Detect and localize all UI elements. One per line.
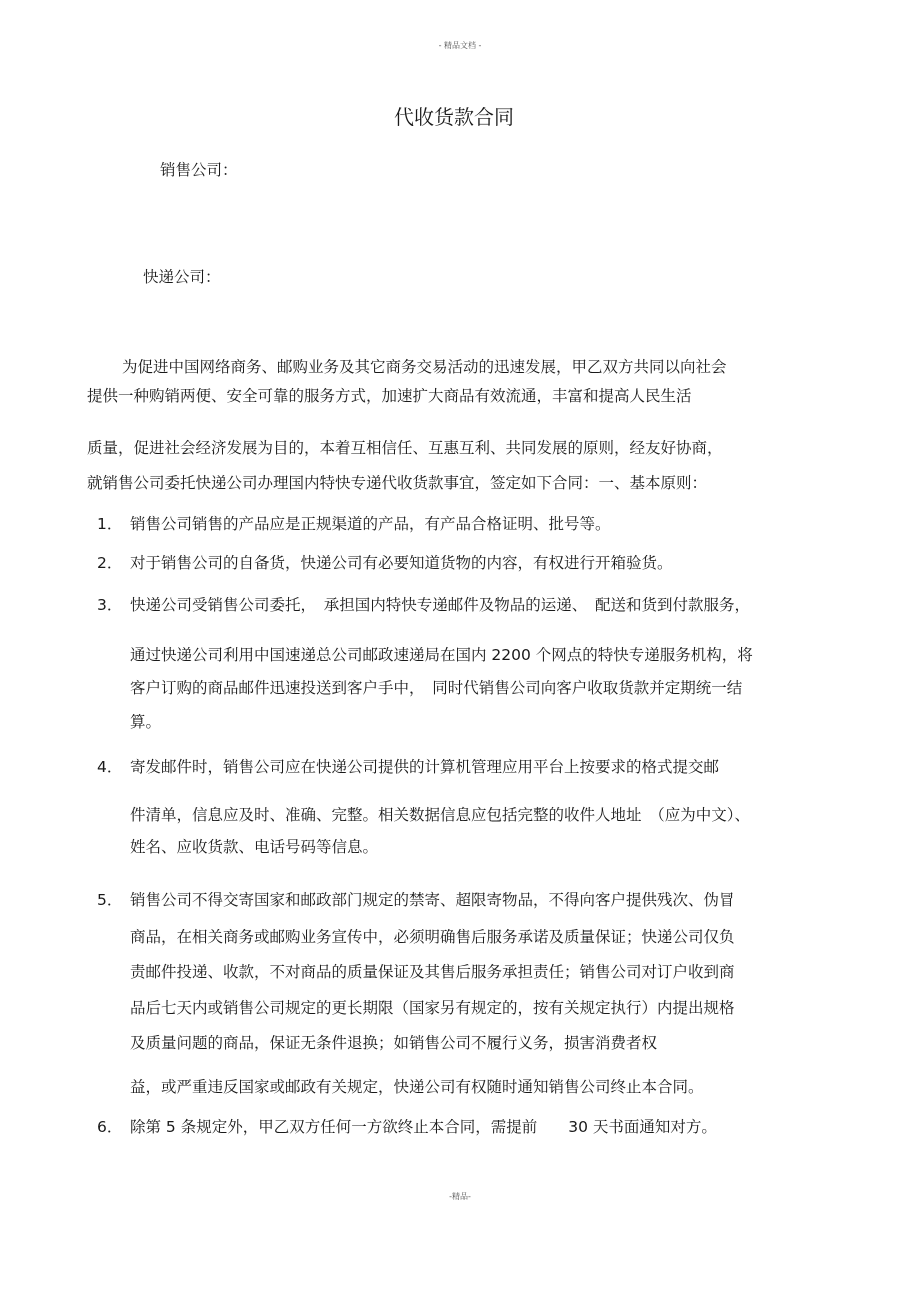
item-line: 品后七天内或销售公司规定的更长期限（国家另有规定的，按有关规定执行）内提出规格 xyxy=(130,999,735,1017)
intro-line: 为促进中国网络商务、邮购业务及其它商务交易活动的迅速发展，甲乙双方共同以向社会 xyxy=(122,358,727,376)
item-line: 算。 xyxy=(130,713,162,731)
item-line: 销售公司不得交寄国家和邮政部门规定的禁寄、超限寄物品，不得向客户提供残次、伪冒 xyxy=(130,891,735,909)
intro-line: 就销售公司委托快递公司办理国内特快专递代收货款事宜，签定如下合同：一、基本原则： xyxy=(87,474,708,492)
item-number: 3． xyxy=(97,596,123,614)
courier-party: 快递公司： xyxy=(143,268,221,286)
item-line: 通过快递公司利用中国速递总公司邮政速递局在国内 2200 个网点的特快专递服务机构，将 xyxy=(130,646,753,664)
item-line: 寄发邮件时，销售公司应在快递公司提供的计算机管理应用平台上按要求的格式提交邮 xyxy=(130,758,720,776)
item-line: 快递公司受销售公司委托， 承担国内特快专递邮件及物品的运递、 配送和货到付款服务， xyxy=(130,596,751,614)
item-number: 1． xyxy=(97,515,123,533)
intro-line: 质量，促进社会经济发展为目的，本着互相信任、互惠互利、共同发展的原则，经友好协商， xyxy=(87,439,723,457)
item-line: 对于销售公司的自备货，快递公司有必要知道货物的内容，有权进行开箱验货。 xyxy=(130,554,673,572)
page-footer: -精品- xyxy=(449,1192,471,1201)
item-line: 件清单，信息应及时、准确、完整。相关数据信息应包括完整的收件人地址 （应为中文）、 xyxy=(130,806,751,824)
intro-line: 提供一种购销两便、安全可靠的服务方式，加速扩大商品有效流通，丰富和提高人民生活 xyxy=(87,387,692,405)
item-line: 责邮件投递、收款，不对商品的质量保证及其售后服务承担责任；销售公司对订户收到商 xyxy=(130,963,735,981)
item-line: 销售公司销售的产品应是正规渠道的产品，有产品合格证明、批号等。 xyxy=(130,515,611,533)
item-number: 2． xyxy=(97,554,123,572)
item-number: 4． xyxy=(97,758,123,776)
page-header: - 精品文档 - xyxy=(438,41,482,50)
item-line: 及质量问题的商品，保证无条件退换；如销售公司不履行义务，损害消费者权 xyxy=(130,1034,658,1052)
seller-party: 销售公司： xyxy=(160,161,238,179)
item-line: 商品，在相关商务或邮购业务宣传中，必须明确售后服务承诺及质量保证；快递公司仅负 xyxy=(130,928,735,946)
item-line: 除第 5 条规定外，甲乙双方任何一方欲终止本合同，需提前 30 天书面通知对方。 xyxy=(130,1118,717,1136)
item-number: 5． xyxy=(97,891,123,909)
document-title: 代收货款合同 xyxy=(394,105,514,129)
item-number: 6． xyxy=(97,1118,123,1136)
item-line: 姓名、应收货款、电话号码等信息。 xyxy=(130,838,379,856)
item-line: 客户订购的商品邮件迅速投送到客户手中， 同时代销售公司向客户收取货款并定期统一结 xyxy=(130,679,743,697)
item-line: 益，或严重违反国家或邮政有关规定，快递公司有权随时通知销售公司终止本合同。 xyxy=(130,1078,704,1096)
